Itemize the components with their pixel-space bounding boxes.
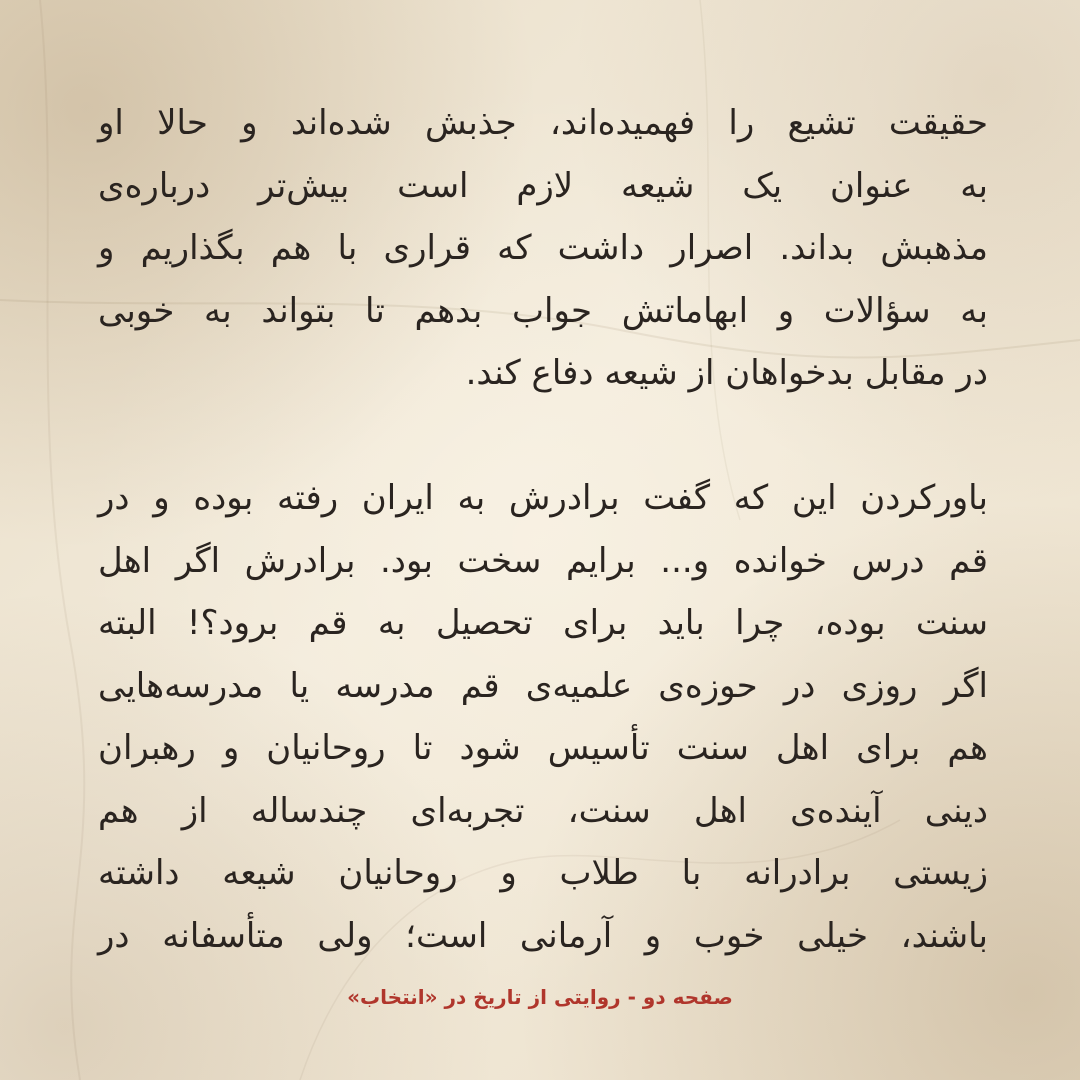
text-line: سنت بوده، چرا باید برای تحصیل به قم برود؟! البته [98, 603, 988, 643]
text-line: دینی آینده‌ی اهل سنت، تجربه‌ای چندساله از هم [98, 790, 988, 831]
text-line: قم درس خوانده و... برایم سخت بود. برادرش اگر اهل [98, 540, 988, 581]
text-line: در مقابل بدخواهان از شیعه دفاع کند. [465, 353, 988, 393]
text-line: باورکردن این که گفت برادرش به ایران رفته بوده و در [98, 478, 988, 518]
text-line: به عنوان یک شیعه لازم است بیش‌تر درباره‌ی [98, 165, 988, 206]
text-line: مذهبش بداند. اصرار داشت که قراری با هم بگذاریم و [98, 228, 988, 268]
paragraph-1 [98, 92, 988, 405]
page-body-text [98, 92, 988, 962]
text-line: اگر روزی در حوزه‌ی علمیه‌ی قم مدرسه یا مدرسه‌هایی [98, 665, 988, 706]
paragraph-2 [98, 467, 988, 967]
text-line: به سؤالات و ابهاماتش جواب بدهم تا بتواند به خوبی [98, 290, 988, 331]
text-line: حقیقت تشیع را فهمیده‌اند، جذبش شده‌اند و حالا او [98, 103, 988, 143]
text-line: زیستی برادرانه با طلاب و روحانیان شیعه داشته [98, 853, 988, 893]
paragraph-gap [98, 405, 988, 468]
footer-caption: صفحه دو - روایتی از تاریخ در «انتخاب» [347, 985, 733, 1009]
text-line: هم برای اهل سنت تأسیس شود تا روحانیان و رهبران [98, 728, 988, 768]
text-line: باشند، خیلی خوب و آرمانی است؛ ولی متأسفانه در [98, 915, 988, 956]
